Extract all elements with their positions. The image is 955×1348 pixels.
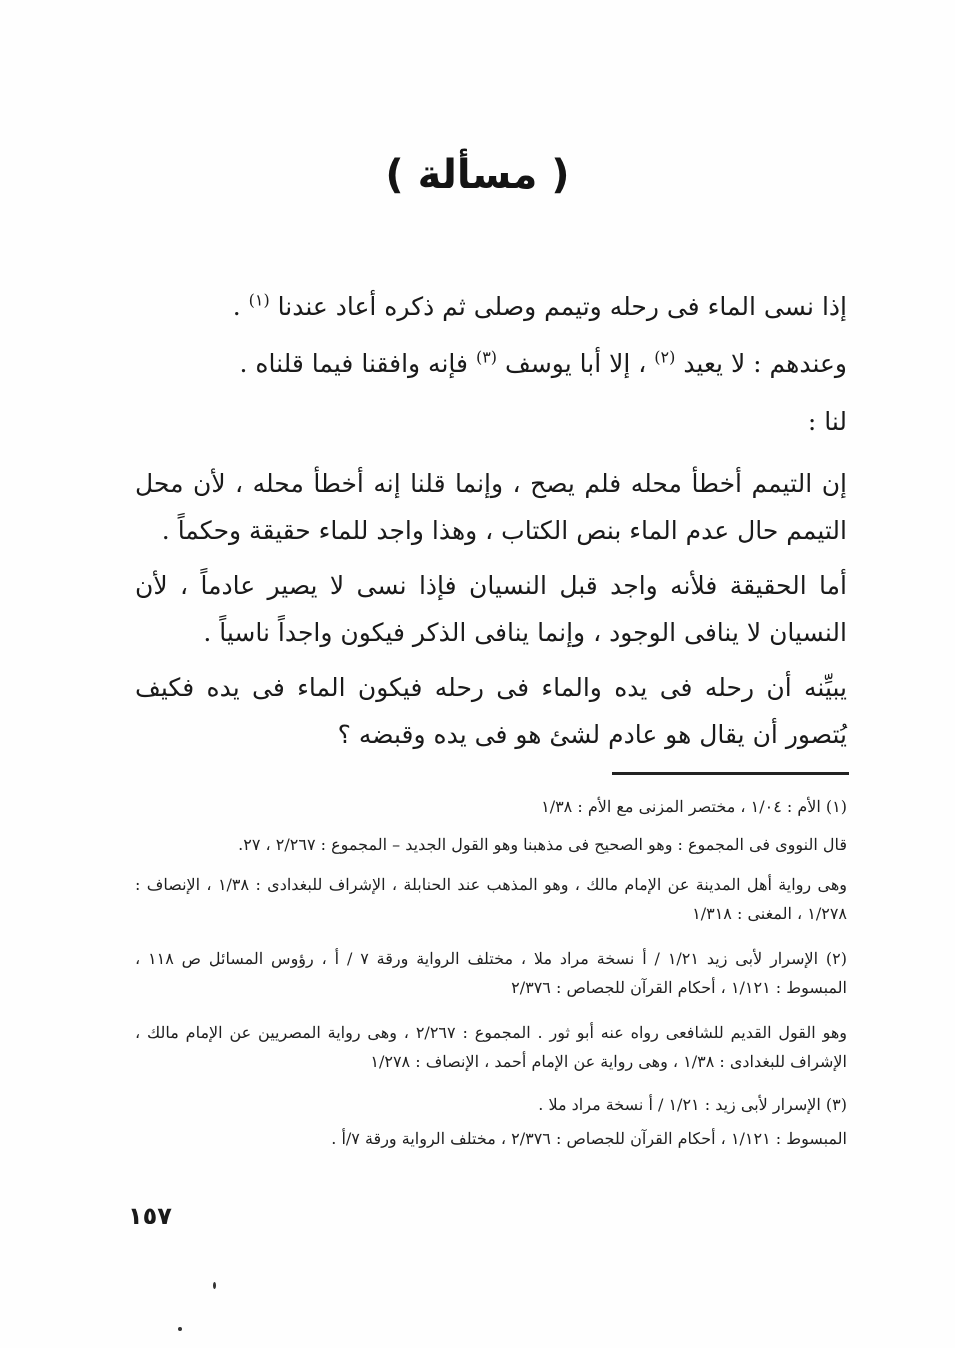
scan-speck	[178, 1327, 182, 1331]
footnote-2-note: وهو القول القديم للشافعى رواه عنه أبو ثور . المجموع : ٢/٢٦٧ ، وهى رواية المصريين عن الإمام مالك ، الإشراف للبغدادى : ١/٣٨ ، وهى رواية عن الإمام أحمد ، الإنصاف : ١/٢٧٨	[135, 1023, 847, 1071]
page-number: ١٥٧	[128, 1202, 172, 1230]
section-title: ( مسألة )	[385, 152, 570, 198]
paragraph-5: أما الحقيقة فلأنه واجد قبل النسيان فإذا نسى لا يصير عادماً ، لأن النسيان لا ينافى الوجود ، وإنما ينافى الذكر فيكون واجداً ناسياً .	[135, 571, 847, 647]
footnote-1-more: وهى رواية أهل المدينة عن الإمام مالك ، وهو المذهب عند الحنابلة ، الإشراف للبغدادى : ١/٣٨ ، الإنصاف : ١/٢٧٨ ، المغنى : ١/٣١٨	[135, 875, 848, 923]
footnote-1-note: قال النووى فى المجموع : وهو الصحيح فى مذهبنا وهو القول الجديد – المجموع : ٢/٢٦٧ ، ٢٧.	[238, 835, 847, 854]
footnote-3-more: المبسوط : ١/١٢١ ، أحكام القرآن للجصاص : ٢/٣٧٦ ، مختلف الرواية ورقة ٧/أ .	[331, 1129, 847, 1148]
paragraph-2	[135, 340, 847, 387]
footnote-ref-1[interactable]: (١)	[248, 290, 270, 310]
paragraph-3: لنا :	[807, 407, 847, 436]
footnote-separator	[612, 772, 849, 775]
footnote-2: (٢) الإسرار لأبى زيد ١/٢١ / أ نسخة مراد ملا ، مختلف الرواية ورقة ٧ / أ ، رؤوس المسائل ص ١١٨ ، المبسوط : ١/١٢١ ، أحكام القرآن للجصاص : ٢/٣٧٦	[135, 949, 847, 997]
footnote-ref-3[interactable]: (٣)	[475, 347, 498, 367]
footnote-1: (١) الأم : ١/٠٤ ، مختصر المزنى مع الأم : ١/٣٨	[541, 797, 847, 816]
footnote-3: (٣) الإسرار لأبى زيد : ١/٢١ / أ نسخة مراد ملا .	[538, 1095, 847, 1114]
paragraph-2-part-c: فإنه وافقنا فيما قلناه .	[239, 349, 476, 378]
paragraph-4: إن التيمم أخطأ محله فلم يصح ، وإنما قلنا إنه أخطأ محله ، لأن محل التيمم حال عدم الماء بنص الكتاب ، وهذا واجد للماء حقيقة وحكماً .	[135, 469, 847, 545]
paragraph-2-part-a: وعندهم : لا يعيد	[683, 349, 847, 378]
footnote-ref-2[interactable]: (٢)	[654, 347, 676, 367]
scan-speck	[213, 1282, 216, 1289]
paragraph-1	[135, 283, 847, 330]
paragraph-6: يبيِّنه أن رحله فى يده والماء فى رحله فيكون الماء فى يده فكيف يُتصور أن يقال هو عادم لشئ هو فى يده وقبضه ؟	[135, 673, 847, 749]
paragraph-1-end: .	[232, 292, 249, 321]
paragraph-2-part-b: ، إلا أبا يوسف	[504, 349, 655, 378]
paragraph-1-text: إذا نسى الماء فى رحله وتيمم وصلى ثم ذكره أعاد عندنا	[277, 292, 847, 321]
